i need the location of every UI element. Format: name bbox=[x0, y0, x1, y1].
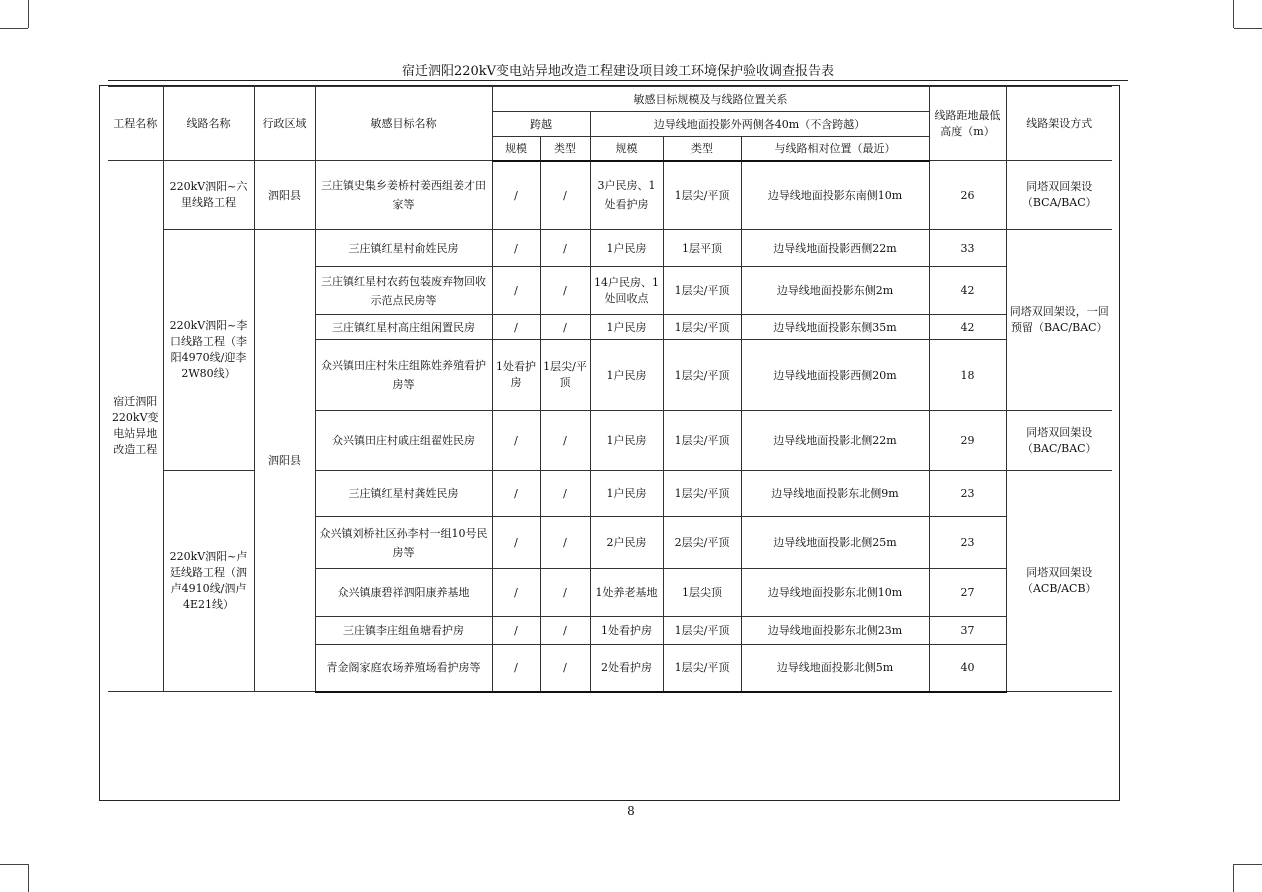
header-side: 边导线地面投影外两侧各40m（不含跨越） bbox=[590, 112, 929, 137]
cross-scale-cell: / bbox=[492, 569, 540, 617]
side-scale-cell: 1户民房 bbox=[590, 340, 663, 411]
header-erection: 线路架设方式 bbox=[1006, 87, 1112, 161]
target-cell: 三庄镇红星村龚姓民房 bbox=[315, 471, 492, 517]
height-cell: 18 bbox=[929, 340, 1006, 411]
page-number: 8 bbox=[627, 804, 635, 818]
line-name-cell: 220kV泗阳~卢廷线路工程（泗卢4910线/泗卢4E21线） bbox=[163, 471, 254, 692]
position-cell: 边导线地面投影北侧22m bbox=[741, 411, 929, 471]
header-admin: 行政区域 bbox=[254, 87, 315, 161]
side-type-cell: 1层尖顶 bbox=[663, 569, 741, 617]
erection-cell: 同塔双回架设（BAC/BAC） bbox=[1006, 411, 1112, 471]
table-row bbox=[108, 230, 1112, 267]
cross-type-cell: / bbox=[540, 315, 590, 340]
side-scale-cell: 1户民房 bbox=[590, 471, 663, 517]
project-name-cell: 宿迁泗阳220kV变电站异地改造工程 bbox=[108, 161, 163, 692]
crop-mark-bottom-left-h bbox=[0, 864, 28, 865]
title-rule bbox=[108, 80, 1128, 81]
cross-scale-cell: / bbox=[492, 267, 540, 315]
header-line: 线路名称 bbox=[163, 87, 254, 161]
cross-scale-cell: / bbox=[492, 315, 540, 340]
header-project: 工程名称 bbox=[108, 87, 163, 161]
height-cell: 23 bbox=[929, 517, 1006, 569]
target-cell: 三庄镇红星村农药包装废弃物回收示范点民房等 bbox=[315, 267, 492, 315]
position-cell: 边导线地面投影东北侧9m bbox=[741, 471, 929, 517]
crop-mark-bottom-left-v bbox=[28, 864, 29, 892]
position-cell: 边导线地面投影北侧25m bbox=[741, 517, 929, 569]
header-crossing: 跨越 bbox=[492, 112, 590, 137]
side-scale-cell: 1户民房 bbox=[590, 230, 663, 267]
cross-scale-cell: / bbox=[492, 411, 540, 471]
position-cell: 边导线地面投影东侧35m bbox=[741, 315, 929, 340]
height-cell: 42 bbox=[929, 267, 1006, 315]
target-cell: 三庄镇史集乡姜桥村姜西组姜才田家等 bbox=[315, 161, 492, 230]
height-cell: 29 bbox=[929, 411, 1006, 471]
erection-cell: 同塔双回架设（ACB/ACB） bbox=[1006, 471, 1112, 692]
document-title: 宿迁泗阳220kV变电站异地改造工程建设项目竣工环境保护验收调查报告表 bbox=[401, 64, 835, 79]
height-cell: 37 bbox=[929, 617, 1006, 645]
crop-mark-top-left-h bbox=[0, 28, 28, 29]
side-scale-cell: 1户民房 bbox=[590, 411, 663, 471]
cross-type-cell: / bbox=[540, 617, 590, 645]
crop-mark-bottom-right-v bbox=[1233, 864, 1234, 892]
cross-scale-cell: / bbox=[492, 517, 540, 569]
side-type-cell: 1层尖/平顶 bbox=[663, 340, 741, 411]
side-type-cell: 1层尖/平顶 bbox=[663, 645, 741, 692]
cross-type-cell: / bbox=[540, 471, 590, 517]
position-cell: 边导线地面投影西侧22m bbox=[741, 230, 929, 267]
cross-type-cell: / bbox=[540, 517, 590, 569]
admin-region-cell: 泗阳县 bbox=[254, 161, 315, 230]
crop-mark-top-right-h bbox=[1234, 28, 1262, 29]
header-cross-scale: 规模 bbox=[492, 137, 540, 161]
side-type-cell: 1层尖/平顶 bbox=[663, 471, 741, 517]
side-type-cell: 1层尖/平顶 bbox=[663, 161, 741, 230]
header-side-scale: 规模 bbox=[590, 137, 663, 161]
cross-type-cell: / bbox=[540, 411, 590, 471]
side-scale-cell: 1处看护房 bbox=[590, 617, 663, 645]
sensitive-targets-table bbox=[108, 86, 1112, 693]
crop-mark-top-right-v bbox=[1233, 0, 1234, 28]
header-relation: 敏感目标规模及与线路位置关系 bbox=[492, 87, 929, 112]
target-cell: 三庄镇红星村俞姓民房 bbox=[315, 230, 492, 267]
side-type-cell: 1层平顶 bbox=[663, 230, 741, 267]
header-target: 敏感目标名称 bbox=[315, 87, 492, 161]
crop-mark-top-left-v bbox=[28, 0, 29, 28]
admin-region-cell: 泗阳县 bbox=[254, 230, 315, 692]
table-row bbox=[108, 161, 1112, 230]
erection-cell: 同塔双回架设（BCA/BAC） bbox=[1006, 161, 1112, 230]
height-cell: 26 bbox=[929, 161, 1006, 230]
crop-mark-bottom-right-h bbox=[1234, 864, 1262, 865]
side-scale-cell: 1户民房 bbox=[590, 315, 663, 340]
target-cell: 众兴镇田庄村朱庄组陈姓养殖看护房等 bbox=[315, 340, 492, 411]
cross-scale-cell: / bbox=[492, 645, 540, 692]
side-scale-cell: 2处看护房 bbox=[590, 645, 663, 692]
header-side-type: 类型 bbox=[663, 137, 741, 161]
side-type-cell: 2层尖/平顶 bbox=[663, 517, 741, 569]
target-cell: 青金阁家庭农场养殖场看护房等 bbox=[315, 645, 492, 692]
cross-type-cell: 1层尖/平顶 bbox=[540, 340, 590, 411]
cross-type-cell: / bbox=[540, 267, 590, 315]
target-cell: 三庄镇红星村高庄组闲置民房 bbox=[315, 315, 492, 340]
cross-scale-cell: / bbox=[492, 230, 540, 267]
cross-scale-cell: / bbox=[492, 471, 540, 517]
height-cell: 23 bbox=[929, 471, 1006, 517]
side-type-cell: 1层尖/平顶 bbox=[663, 411, 741, 471]
line-name-cell: 220kV泗阳~李口线路工程（李阳4970线/迎李2W80线） bbox=[163, 230, 254, 471]
position-cell: 边导线地面投影东侧2m bbox=[741, 267, 929, 315]
side-scale-cell: 3户民房、1处看护房 bbox=[590, 161, 663, 230]
side-type-cell: 1层尖/平顶 bbox=[663, 617, 741, 645]
header-cross-type: 类型 bbox=[540, 137, 590, 161]
height-cell: 40 bbox=[929, 645, 1006, 692]
height-cell: 27 bbox=[929, 569, 1006, 617]
position-cell: 边导线地面投影西侧20m bbox=[741, 340, 929, 411]
side-scale-cell: 1处养老基地 bbox=[590, 569, 663, 617]
height-cell: 33 bbox=[929, 230, 1006, 267]
position-cell: 边导线地面投影东北侧23m bbox=[741, 617, 929, 645]
position-cell: 边导线地面投影北侧5m bbox=[741, 645, 929, 692]
target-cell: 三庄镇李庄组鱼塘看护房 bbox=[315, 617, 492, 645]
position-cell: 边导线地面投影东北侧10m bbox=[741, 569, 929, 617]
cross-type-cell: / bbox=[540, 569, 590, 617]
target-cell: 众兴镇田庄村戚庄组翟姓民房 bbox=[315, 411, 492, 471]
erection-cell: 同塔双回架设，一回预留（BAC/BAC） bbox=[1006, 230, 1112, 411]
cross-scale-cell: 1处看护房 bbox=[492, 340, 540, 411]
header-height: 线路距地最低高度（m） bbox=[929, 87, 1006, 161]
cross-scale-cell: / bbox=[492, 161, 540, 230]
side-type-cell: 1层尖/平顶 bbox=[663, 315, 741, 340]
cross-type-cell: / bbox=[540, 161, 590, 230]
side-scale-cell: 14户民房、1处回收点 bbox=[590, 267, 663, 315]
target-cell: 众兴镇刘桥社区孙李村一组10号民房等 bbox=[315, 517, 492, 569]
cross-type-cell: / bbox=[540, 230, 590, 267]
side-type-cell: 1层尖/平顶 bbox=[663, 267, 741, 315]
cross-scale-cell: / bbox=[492, 617, 540, 645]
line-name-cell: 220kV泗阳~六里线路工程 bbox=[163, 161, 254, 230]
height-cell: 42 bbox=[929, 315, 1006, 340]
side-scale-cell: 2户民房 bbox=[590, 517, 663, 569]
cross-type-cell: / bbox=[540, 645, 590, 692]
target-cell: 众兴镇康碧祥泗阳康养基地 bbox=[315, 569, 492, 617]
position-cell: 边导线地面投影东南侧10m bbox=[741, 161, 929, 230]
header-position: 与线路相对位置（最近） bbox=[741, 137, 929, 161]
